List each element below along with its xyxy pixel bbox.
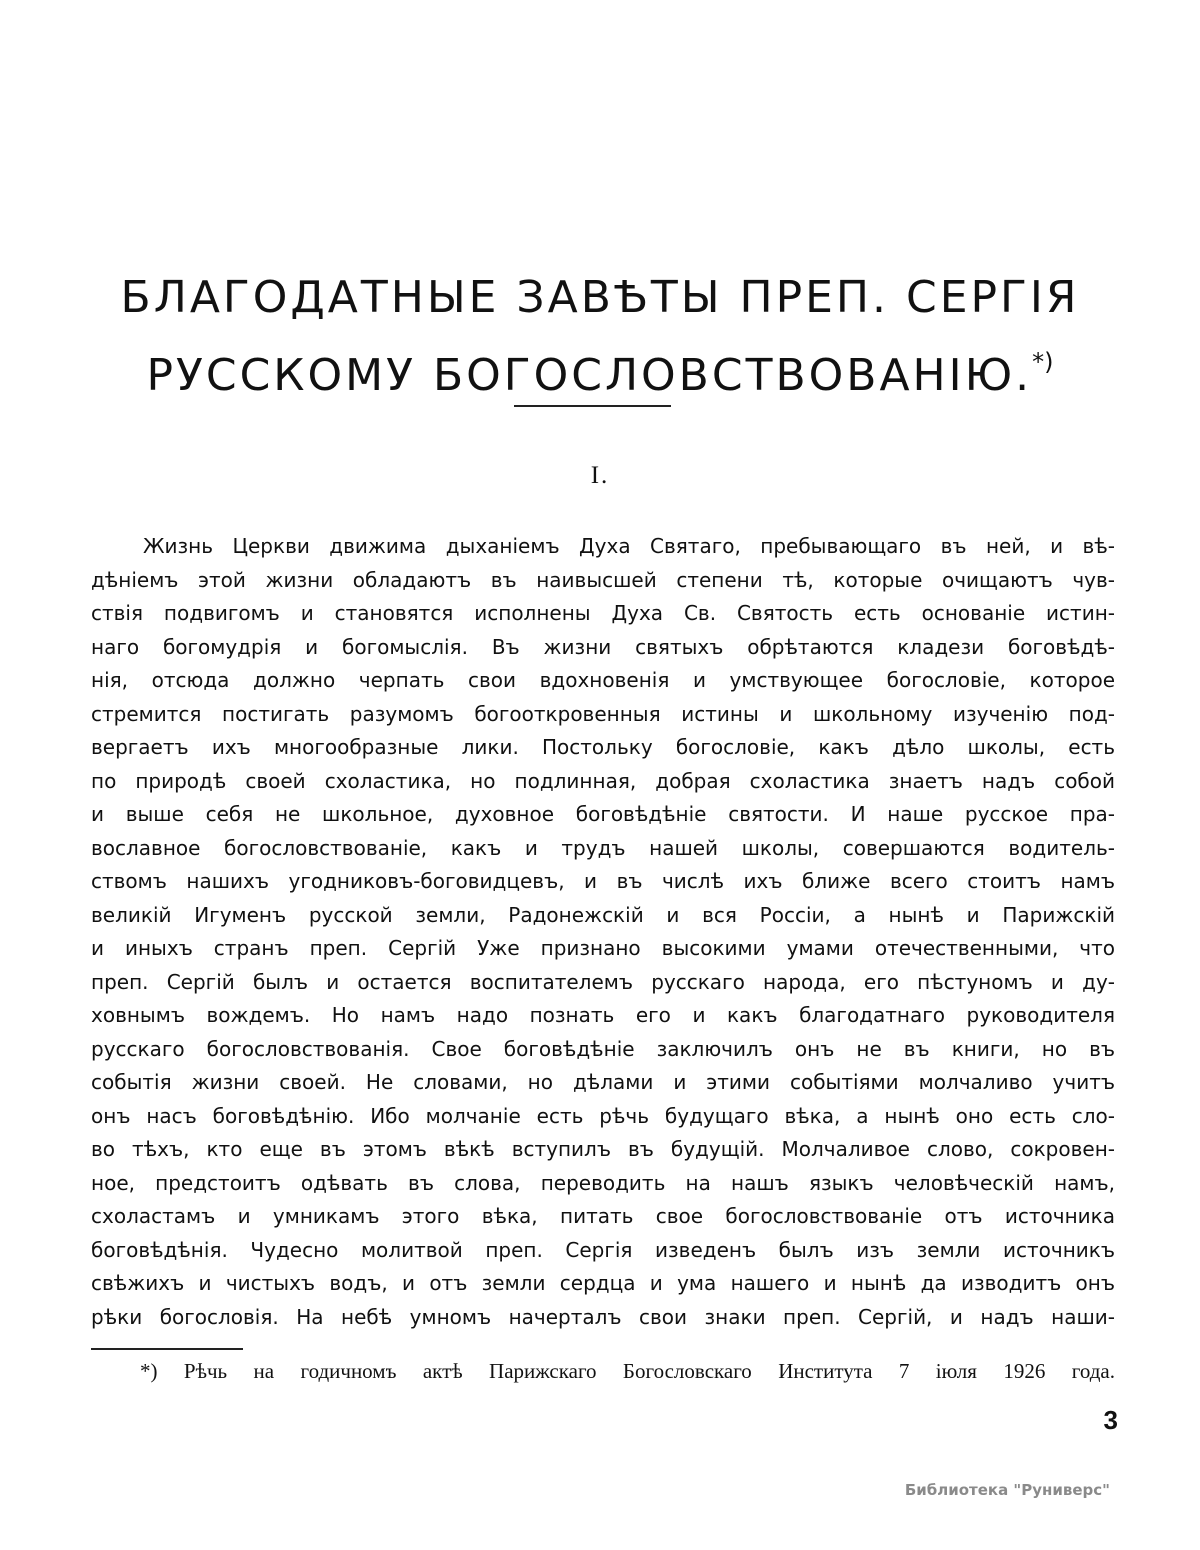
body-line: рѣки богословія. На небѣ умномъ начерталъ свои знаки преп. Сергій, и надъ наши- — [91, 1304, 1115, 1329]
page-number: 3 — [1103, 1405, 1118, 1435]
footnote: *) Рѣчь на годичномъ актѣ Парижскаго Богословскаго Института 7 іюля 1926 года. — [140, 1359, 1115, 1383]
body-line: и выше себя не школьное, духовное боговѣдѣніе святости. И наше русское пра- — [91, 802, 1115, 826]
body-line: свѣжихъ и чистыхъ водъ, и отъ земли сердца и ума нашего и нынѣ да изводитъ онъ — [91, 1271, 1115, 1295]
body-line: боговѣдѣнія. Чудесно молитвой преп. Сергія изведенъ былъ изъ земли источникъ — [91, 1237, 1115, 1262]
body-line: ствія подвигомъ и становятся исполнены Духа Св. Святость есть основаніе истин- — [91, 601, 1115, 625]
article-title-line-1 — [0, 266, 1200, 330]
library-watermark: Библиотека "Руниверс" — [904, 1481, 1110, 1499]
body-line: и иныхъ странъ преп. Сергій Уже признано высокими умами отечественными, что — [91, 936, 1115, 960]
body-text — [91, 530, 1115, 1334]
title-divider — [514, 405, 671, 407]
body-line: преп. Сергій былъ и остается воспитателемъ русскаго народа, его пѣстуномъ и ду- — [91, 969, 1115, 994]
body-line: стремится постигать разумомъ богооткровенныя истины и школьному изученію под- — [91, 701, 1115, 726]
body-line: вергаетъ ихъ многообразные лики. Постольку богословіе, какъ дѣло школы, есть — [91, 735, 1115, 759]
body-line: дѣніемъ этой жизни обладаютъ въ наивысшей степени тѣ, которые очищаютъ чув- — [91, 567, 1115, 592]
title-footnote-mark: *) — [1032, 348, 1054, 376]
body-line: Жизнь Церкви движима дыханіемъ Духа Святаго, пребывающаго въ ней, и вѣ- — [143, 534, 1115, 558]
body-line: русскаго богословствованія. Свое боговѣдѣніе заключилъ онъ не въ книги, но въ — [91, 1036, 1115, 1061]
body-line: вославное богословствованіе, какъ и трудъ нашей школы, совершаются водитель- — [91, 835, 1115, 860]
body-line: онъ насъ боговѣдѣнію. Ибо молчаніе есть рѣчь будущаго вѣка, а нынѣ оно есть сло- — [91, 1103, 1115, 1128]
body-line: ствомъ нашихъ угодниковъ-боговидцевъ, и въ числѣ ихъ ближе всего стоитъ намъ — [91, 869, 1115, 893]
body-line: нія, отсюда должно черпать свои вдохновенія и умствующее богословіе, которое — [91, 668, 1115, 692]
footnote-divider — [91, 1348, 243, 1350]
body-line: великій Игуменъ русской земли, Радонежскій и вся Россіи, а нынѣ и Парижскій — [91, 902, 1115, 927]
body-line: схоластамъ и умникамъ этого вѣка, питать свое богословствованіе отъ источника — [91, 1204, 1115, 1228]
body-line: ное, предстоитъ одѣвать въ слова, переводить на нашъ языкъ человѣческій намъ, — [91, 1170, 1115, 1195]
body-line: событія жизни своей. Не словами, но дѣлами и этими событіями молчаливо учитъ — [91, 1070, 1115, 1094]
title-text-2: РУССКОМУ БОГОСЛОВСТВОВАНІЮ. — [146, 350, 1033, 401]
body-line: во тѣхъ, кто еще въ этомъ вѣкѣ вступилъ въ будущій. Молчаливое слово, сокровен- — [91, 1137, 1115, 1161]
body-line: наго богомудрія и богомыслія. Въ жизни святыхъ обрѣтаются кладези боговѣдѣ- — [91, 634, 1115, 659]
body-line: ховнымъ вождемъ. Но намъ надо познать его и какъ благодатнаго руководителя — [91, 1003, 1115, 1027]
section-number: I. — [590, 462, 610, 489]
article-title-line-2 — [0, 330, 1200, 408]
title-text-1: БЛАГОДАТНЫЕ ЗАВѢТЫ ПРЕП. СЕРГІЯ — [120, 272, 1080, 323]
body-line: по природѣ своей схоластика, но подлинная, добрая схоластика знаетъ надъ собой — [91, 768, 1115, 793]
